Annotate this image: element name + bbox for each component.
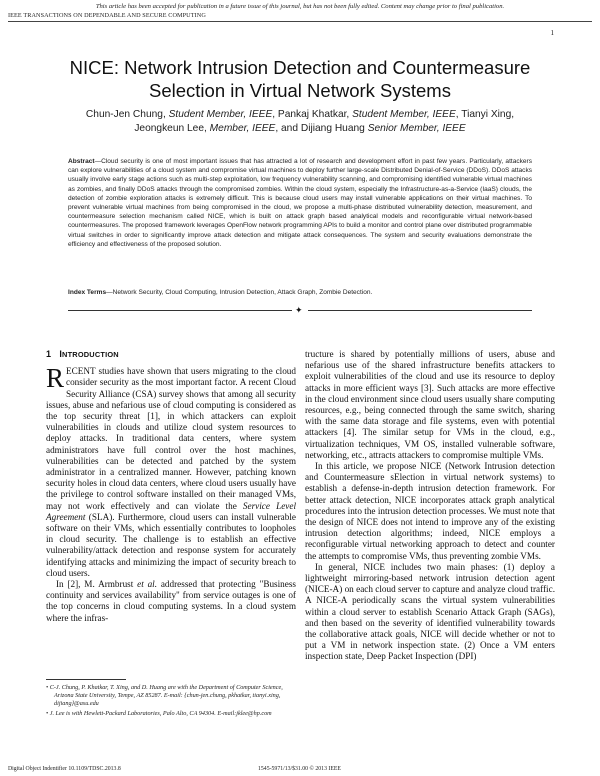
separator-line-right bbox=[308, 310, 532, 311]
paper-title bbox=[20, 56, 580, 102]
author-role: Student Member, IEEE bbox=[352, 109, 456, 120]
author-role: Student Member, IEEE bbox=[168, 109, 273, 120]
index-terms bbox=[68, 288, 532, 297]
author-role: Senior Member, IEEE bbox=[367, 122, 466, 134]
title-line-2: Selection in Virtual Network Systems bbox=[149, 80, 451, 101]
section-title-initial: I bbox=[59, 349, 63, 359]
drop-cap: R bbox=[46, 363, 65, 394]
header-rule bbox=[8, 21, 592, 22]
intro-paragraph-2 bbox=[46, 579, 296, 624]
footnotes bbox=[46, 684, 296, 719]
intro-paragraph-4: In general, NICE includes two main phases: (1) deploy a lightweight mirroring-based network intrusion detection agent (NICE-A) on each cloud server to capture and analyze cloud traffic. A NICE-A periodically scans the virtual system vulnerabilities within a cloud server to establish Scenario Attack Graph (SAGs), and then based on the severity of identified vulnerability towards the collaborative attack goals, NICE will decide whether or not to put a VM in network inspection state. (2) Once a VM enters inspection state, Deep Packet Inspection (DPI) bbox=[305, 561, 555, 662]
author-line-2 bbox=[40, 122, 560, 136]
column-right bbox=[305, 349, 555, 663]
paragraph-italic: Service Level Agreement bbox=[46, 500, 296, 522]
smallcaps-lead: ECENT bbox=[66, 366, 96, 377]
footnote-affiliation-1: • C-J. Chung, P. Khatkar, T. Xing, and D. Huang are with the Department of Computer Science, Arizona State University, Tempe, AZ 85287. E-mail: {chun-jen.chung, pkhatkar, tianyi.xing, dijiang}@asu.edu bbox=[46, 684, 283, 708]
author-text: , Pankaj Khatkar, bbox=[272, 109, 353, 120]
author-list bbox=[40, 108, 560, 135]
diamond-icon: ✦ bbox=[295, 305, 303, 315]
paragraph-italic: et al. bbox=[137, 579, 158, 590]
intro-paragraph-3: In this article, we propose NICE (Network Intrusion detection and Countermeasure sElection in virtual network systems) to establish a defense-in-depth intrusion detection framework. For better attack detection, NICE incorporates attack graph analytical procedures into the intrusion detection processes. We must note that the design of NICE does not intend to improve any of the existing intrusion detection algorithms; indeed, NICE employs a reconfigurable virtual networking approach to detect and counter the attempts to compromise VMs, thus preventing zombie VMs. bbox=[305, 461, 555, 561]
page-number: 1 bbox=[550, 29, 554, 37]
author-text: Chun-Jen Chung, bbox=[85, 109, 169, 120]
abstract-text: —Cloud security is one of most important issues that has attracted a lot of research and development effort in past few years. Particularly, attackers can explore vulnerabilities of a cloud system and compromise virtual machines to deploy further large-scale Distributed Denial-of-Service (DDoS). DDoS attacks usually involve early stage actions such as multi-step exploitation, low frequency vulnerability scanning, and compromising identified vulnerable virtual machines as zombies, and finally DDoS attacks through the compromised zombies. Within the cloud system, especially the Infrastructure-as-a-Service (IaaS) clouds, the detection of zombie exploration attacks is extremely difficult. This is because cloud users may install vulnerable applications on their virtual machines. To prevent vulnerable virtual machines from being compromised in the cloud, we propose a multi-phase distributed vulnerability detection, measurement, and countermeasure selection mechanism called NICE, which is built on attack graph based analytical models and reconfigurable virtual network-based countermeasures. The proposed framework leverages OpenFlow network programming APIs to build a monitor and control plane over distributed programmable virtual switches in order to significantly improve attack detection and mitigate attack consequences. The system and security evaluations demonstrate the efficiency and effectiveness of the proposed solution. bbox=[68, 158, 532, 248]
paragraph-text: In [2], M. Armbrust bbox=[56, 579, 138, 590]
issn-footer: 1545-5971/13/$31.00 © 2013 IEEE bbox=[258, 766, 341, 772]
index-terms-label: Index Terms bbox=[68, 289, 107, 296]
section-title-rest: NTRODUCTION bbox=[62, 350, 119, 359]
abstract-label: Abstract bbox=[68, 158, 95, 165]
column-left bbox=[46, 349, 296, 624]
intro-paragraph-1 bbox=[46, 363, 296, 579]
separator-line-left bbox=[68, 310, 292, 311]
section-number: 1 bbox=[46, 349, 52, 359]
author-text: Jeongkeun Lee, bbox=[134, 122, 210, 134]
footnote-rule bbox=[46, 679, 126, 680]
paragraph-text: studies have shown that users migrating to the cloud consider security as the most important factor. A recent Cloud Security Alliance (CSA) survey shows that among all security issues, abuse and nefarious use of cloud computing is considered as the top security threat [1], in which attackers can exploit vulnerabilities in clouds and utilize cloud system resources to deploy attacks. In traditional data centers, where system administrators have full control over the host machines, vulnerabilities can be detected and patched by the system administrator in a centralized manner. However, patching known security holes in cloud data centers, where cloud users usually have the privilege to control software installed on their managed VMs, may not work effectively and can violate the bbox=[46, 366, 296, 511]
section-separator bbox=[68, 305, 532, 315]
author-text: , and Dijiang Huang bbox=[275, 122, 368, 134]
journal-name: IEEE TRANSACTIONS ON DEPENDABLE AND SECURE COMPUTING bbox=[8, 12, 206, 19]
paragraph-text: (SLA). Furthermore, cloud users can install vulnerable software on their VMs, which essentially contributes to loopholes in cloud security. The challenge is to establish an effective vulnerability/attack detection and response system for accurately identifying attacks and minimizing the impact of security breach to cloud users. bbox=[46, 511, 296, 578]
section-heading bbox=[46, 349, 296, 360]
paragraph-text-continued: addressed that protecting "Business continuity and services availability" from service outages is one of the top concerns in cloud computing systems. In a cloud system where the infras- bbox=[46, 579, 296, 623]
author-text: , Tianyi Xing, bbox=[455, 109, 515, 120]
title-line-1: NICE: Network Intrusion Detection and Countermeasure bbox=[69, 57, 531, 78]
index-terms-text: —Network Security, Cloud Computing, Intrusion Detection, Attack Graph, Zombie Detection. bbox=[106, 289, 373, 296]
doi-footer: Digital Object Indentifier 10.1109/TDSC.2013.8 bbox=[8, 766, 121, 772]
author-line-1 bbox=[40, 108, 560, 122]
prepublication-notice: This article has been accepted for publication in a future issue of this journal, but has not been fully edited. Content may change prior to final publication. bbox=[95, 3, 505, 10]
author-role: Member, IEEE bbox=[209, 122, 276, 134]
abstract bbox=[68, 157, 532, 249]
intro-paragraph-2-continued: tructure is shared by potentially millions of users, abuse and nefarious use of the shared infrastructure benefits attackers to exploit vulnerabilities of the cloud and use its resource to deploy attacks in more efficient ways [3]. Such attacks are more effective in the cloud environment since cloud users usually share computing resources, e.g., being connected through the same switch, sharing with the same data storage and file systems, even with potential attackers [4]. The similar setup for VMs in the cloud, e.g., virtualization techniques, VM OS, installed vulnerable software, networking, etc., attracts attackers to compromise multiple VMs. bbox=[305, 349, 555, 460]
footnote-affiliation-2: • J. Lee is with Hewlett-Packard Laboratories, Palo Alto, CA 94304. E-mail:jklee@hp.com bbox=[46, 709, 272, 717]
